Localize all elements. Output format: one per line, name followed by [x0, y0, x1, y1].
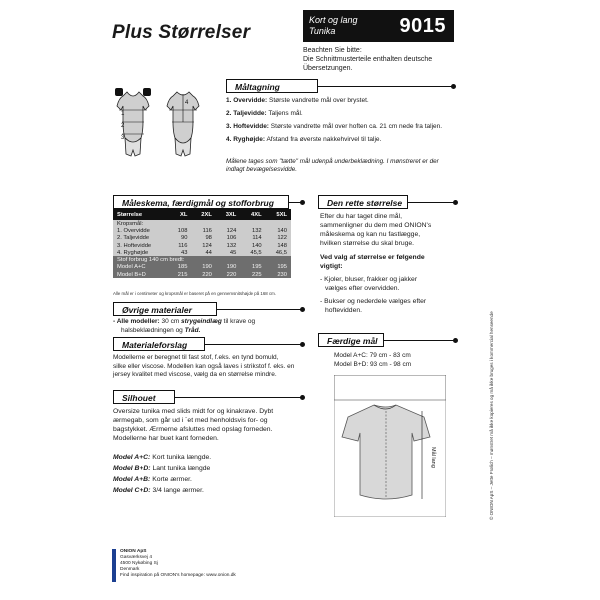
section-heading-silhouet [113, 390, 175, 404]
sub-heading-line: vigtigt: [320, 263, 343, 270]
table-cell: 106 [226, 235, 237, 242]
model-text: 3/4 lange ærmer. [152, 487, 204, 494]
table-cell: 195 [251, 264, 262, 271]
text-line: silke eller viscose. Modellen kan også laves i strikstof f. eks. en [113, 362, 295, 370]
rule-dot [300, 342, 305, 347]
table-row [113, 256, 291, 263]
german-note [303, 46, 463, 73]
table-cell: 190 [226, 264, 237, 271]
table-cell: 45,5 [250, 249, 262, 256]
text-line: ærmegab, som går ud i ´et med henholdsvis for- og [113, 417, 268, 424]
section-heading-text: Silhouet [122, 393, 156, 403]
table-cell: Model B+D [117, 271, 146, 278]
table-cell: 195 [277, 264, 287, 271]
section-heading-text: Måleskema, færdigmål og stofforbrug [122, 198, 274, 208]
item-label: 3. Hoftevidde: [226, 123, 269, 130]
table-cell: 4. Ryghøjde [117, 249, 149, 256]
figure-number: 3 [121, 135, 125, 141]
body-measurement-figure [113, 88, 208, 172]
text-line: bagstykket. Ærmerne afsluttes med opslag forneden. [113, 426, 273, 433]
table-cell: 220 [226, 271, 237, 278]
table-row [113, 235, 291, 242]
table-cell: 132 [226, 242, 237, 249]
sub-heading-line: Ved valg af størrelse er følgende [320, 254, 425, 261]
table-cell: 45 [229, 249, 237, 256]
table-cell: 116 [202, 227, 212, 234]
figure-number: 1 [121, 111, 125, 117]
materialeforslag-text [113, 354, 305, 380]
section-heading-oevrige [113, 302, 217, 316]
table-cell: 124 [226, 227, 237, 234]
table-cell: 3. Hoftevidde [117, 242, 152, 249]
measurement-note: Målene tages som "tætte" mål udenpå underbeklædning. I mønstreret er der indlagt bevægelsesvidde. [226, 158, 439, 173]
oevrige-text-part: til krave og [223, 318, 256, 325]
address-line: 4500 Nykøbing Sj [120, 561, 158, 566]
pattern-header-box [303, 10, 454, 42]
column-header: XL [180, 211, 188, 218]
table-cell: 230 [277, 271, 287, 278]
list-item [226, 110, 466, 118]
fabric-label: Stof forbrug 140 cm bredt: [117, 257, 185, 264]
text-line: Oversize tunika med slids midt for og kinakrave. Dybt [113, 408, 274, 415]
subtitle-line-2: Tunika [309, 26, 336, 36]
rule-dot [300, 395, 305, 400]
bullet-line: hoftevidden. [325, 307, 363, 314]
text-line: jersey kvalitet med viscose, vælg da en størrelse mindre. [113, 371, 277, 379]
table-row [113, 264, 291, 271]
table-cell: 148 [277, 242, 287, 249]
oevrige-line [113, 318, 303, 327]
oevrige-text-part: halsbeklædningen og [121, 326, 183, 334]
column-header: 5XL [276, 211, 287, 218]
table-footnote: Alle mål er i centimeter og kropsmål er baseret på en gennemsnitshøjde på 168 cm. [113, 291, 277, 296]
table-cell: 44 [205, 249, 212, 256]
text-line: Efter du har taget dine mål, [320, 213, 402, 220]
model-list [113, 452, 305, 496]
table-cell: 122 [277, 235, 287, 242]
table-cell: 114 [252, 235, 262, 242]
finished-measurements [334, 351, 411, 369]
table-cell: 1. Overvidde [117, 227, 150, 234]
table-cell: 90 [181, 235, 188, 242]
column-header: 2XL [201, 211, 212, 218]
list-item [226, 123, 466, 131]
table-cell: 140 [277, 227, 287, 234]
item-text: Største vandrette mål over hoften ca. 21 cm nede fra taljen. [270, 123, 443, 130]
table-cell: 43 [181, 249, 188, 256]
size-table [113, 209, 291, 278]
table-row [113, 242, 291, 249]
measurement-list [226, 97, 466, 149]
text-line: hvilken størrelse du skal bruge. [320, 240, 415, 247]
column-header: 3XL [225, 211, 237, 218]
model-text: Kort tunika længde. [152, 454, 212, 461]
pattern-number: 9015 [399, 15, 446, 37]
table-cell: 190 [202, 264, 212, 271]
table-cell: Model A+C [117, 264, 146, 271]
section-heading-text: Den rette størrelse [327, 198, 403, 208]
table-cell: 220 [202, 271, 212, 278]
text-line: Modellerne er beregnet til fast stof, f.eks. en tynd bomuld, [113, 354, 279, 361]
tunic-figure [334, 375, 446, 517]
oevrige-line [113, 327, 303, 336]
section-heading-rette-stoerrelse [318, 195, 408, 209]
rule-dot [300, 307, 305, 312]
model-text: Lant tunika længde [152, 465, 211, 472]
text-line: Modellerne har buet kant forneden. [113, 435, 219, 442]
list-item [113, 452, 305, 463]
table-cell: 116 [178, 242, 188, 249]
rule-dot [453, 200, 458, 205]
item-text: Afstand fra øverste nakkehvirvel til talje. [266, 136, 382, 143]
oevrige-emph: strygeindlæg [181, 318, 222, 325]
table-cell: 98 [205, 235, 212, 242]
section-heading-maaltagning [226, 79, 318, 93]
section-heading-text: Øvrige materialer [122, 305, 192, 315]
section-heading-maaleskema [113, 195, 289, 209]
text-line: sammenligner du dem med ONION's [320, 222, 432, 229]
item-text: Største vandrette mål over brystet. [269, 97, 369, 104]
address-line: Find inspiration på ONION's homepage: www.onion.dk [120, 573, 236, 578]
table-cell: 215 [177, 271, 188, 278]
bullet-line: - Bukser og nederdele vælges efter [320, 298, 427, 305]
item-label: 4. Ryghøjde: [226, 136, 266, 143]
german-note-line: Beachten Sie bitte: [303, 47, 362, 54]
list-item [226, 136, 466, 144]
silhouet-text [113, 407, 305, 443]
address-line: Gasværksvej 4 [120, 555, 152, 560]
text-line: måleskema og kan nu fastlægge, [320, 231, 421, 238]
table-cell: 185 [177, 264, 188, 271]
subtitle-line-1: Kort og lang [309, 15, 358, 25]
section-heading-faerdige-maal [318, 333, 384, 347]
table-cell: 46,5 [275, 249, 287, 256]
item-label: 1. Overvidde: [226, 97, 268, 104]
table-row [113, 271, 291, 278]
group-label: Kropsmål: [117, 220, 144, 227]
model-label: Model B+D: [113, 465, 151, 472]
section-heading-text: Måltagning [235, 82, 280, 92]
oevrige-prefix: - Alle modeller: [113, 318, 160, 325]
table-cell: 132 [251, 227, 262, 234]
table-row [113, 249, 291, 256]
table-row [113, 220, 291, 227]
text-line: Model B+D: 93 cm - 98 cm [334, 361, 412, 368]
page-title: Plus Størrelser [112, 22, 251, 43]
section-heading-text: Materialeforslag [122, 340, 188, 350]
table-header-row [113, 209, 291, 220]
brand-bar [112, 549, 116, 582]
section-heading-text: Færdige mål [327, 336, 378, 346]
figure-number: 2 [121, 123, 125, 129]
figure-number: 4 [185, 100, 189, 106]
copyright-note: © ONION ApS – Jette Frølich – mønstret må ikke kopieres og må ikke bruges i kommercial henseende [489, 311, 494, 520]
rule-dot [451, 84, 456, 89]
german-note-line: Übersetzungen. [303, 65, 353, 72]
oevrige-text [113, 318, 303, 335]
section-heading-materialeforslag [113, 337, 205, 351]
list-item [113, 474, 305, 485]
text-line: Model A+C: 79 cm - 83 cm [334, 352, 411, 359]
list-item [113, 463, 305, 474]
table-cell: 124 [202, 242, 212, 249]
rule-dot [300, 200, 305, 205]
column-header: 4XL [251, 211, 262, 218]
list-item [226, 97, 466, 105]
table-cell: 225 [251, 271, 262, 278]
column-header: Størrelse [117, 211, 143, 218]
model-label: Model A+B: [113, 476, 151, 483]
model-text: Korte ærmer. [152, 476, 192, 483]
bullet-line: vælges efter overvidden. [325, 285, 400, 292]
table-cell: 140 [251, 242, 262, 249]
oevrige-text-part: 30 cm [161, 318, 180, 325]
company-address [120, 549, 236, 579]
bullet-line: - Kjoler, bluser, frakker og jakker [320, 276, 418, 283]
model-label: Model A+C: [113, 454, 151, 461]
item-text: Taljens mål. [268, 110, 303, 117]
table-cell: 2. Taljevidde [117, 235, 150, 242]
model-label: Model C+D: [113, 487, 151, 494]
figure-label: Mål lang [430, 447, 436, 468]
rette-stoerrelse-text [320, 212, 460, 315]
german-note-line: Die Schnittmusterteile enthalten deutsche [303, 56, 433, 63]
item-label: 2. Taljevidde: [226, 110, 267, 117]
list-item [113, 485, 305, 496]
oevrige-emph: Tråd. [184, 326, 201, 334]
address-line: ONION ApS [120, 549, 147, 554]
table-row [113, 227, 291, 234]
address-line: Denmark [120, 567, 140, 572]
rule-dot [453, 338, 458, 343]
table-cell: 108 [177, 227, 188, 234]
